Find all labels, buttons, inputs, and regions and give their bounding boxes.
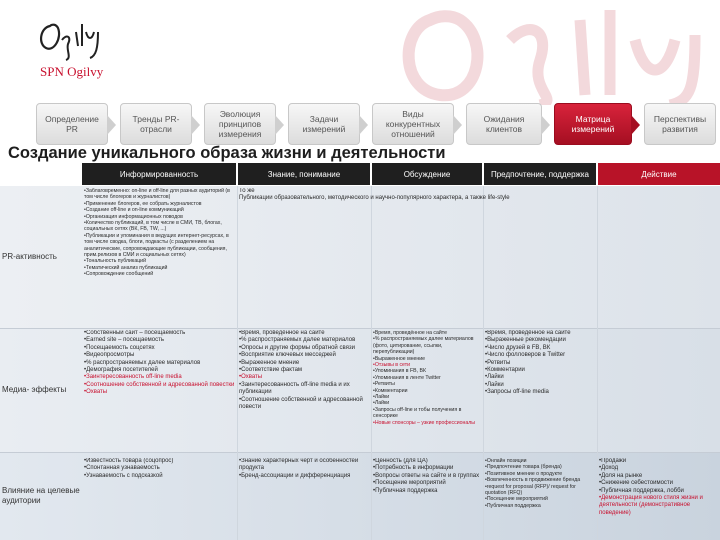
step-expectations[interactable]: Ожидания клиентов [466,103,542,145]
cell-line: •Доля на рынке [599,472,643,479]
cell-line: •% распространяемых далее материалов (фото, цитирование, ссылки, перепубликации) [373,336,474,356]
ogilvy-watermark [390,0,720,105]
cell-line: •Комментарии [373,387,408,394]
cell-media-knowledge [239,330,370,450]
cell-line: •Число друзей в FB, ВК [485,344,551,351]
step-trends[interactable]: Тренды PR-отрасли [120,103,192,145]
cell-line: Публикации образовательного, методического и научно-популярного характера, а также life-style [239,195,510,202]
column-header-preference: Предпочтение, поддержка [484,163,596,185]
cell-audience-discussion [373,458,482,538]
column-header-action: Действие [598,163,720,185]
cell-pr-knowledge-span [239,188,595,218]
cell-line: •Упоминания в ленте Twitter [373,374,441,381]
row-label-audience-impact: Влияние на целевые аудитории [2,486,80,505]
column-header-knowledge: Знание, понимание [238,163,370,185]
cell-line: •Лайки [485,374,504,381]
cell-line: •Публичная поддержка [373,487,438,494]
cell-line: •Посещение мероприятий [485,496,548,503]
step-prospects[interactable]: Перспективы развития [644,103,716,145]
cell-line: •Восприятие ключевых месседжей [239,352,336,359]
cell-line: •Публичная поддержка [485,502,541,509]
cell-line: •Спонтанная узнаваемость [84,465,160,472]
cell-line: •Посещение мероприятий [373,480,446,487]
cell-line: •Число фолловеров в Twitter [485,352,566,359]
cell-line: •Запросы off-line media [485,389,549,396]
cell-line: •% распространяемых далее материалов [239,337,356,344]
step-arrow-icon [453,115,462,135]
cell-line: •Новые спонсоры – узкие профессионалы [373,419,476,426]
step-matrix[interactable]: Матрица измерений [554,103,632,145]
ogilvy-logo [36,18,116,62]
cell-line: •Лайки [373,400,390,407]
header-logo-area [0,0,720,100]
step-arrow-icon [359,115,368,135]
cell-line: •Охваты [84,389,108,396]
cell-line: •Время, проведённое на сайте [485,330,571,336]
cell-line: •Знание характерных черт и особенностей продукта [239,458,359,472]
cell-line: •Комментарии [485,367,525,374]
step-arrow-icon [541,115,550,135]
cell-line: •Снижение себестоимости [599,480,674,487]
cell-line: •Ретвиты [485,359,511,366]
cell-line: •Охваты [239,374,263,381]
cell-audience-action [599,458,719,538]
column-divider [371,186,372,540]
step-tasks[interactable]: Задачи измерений [288,103,360,145]
cell-line: •Вовлеченность в продвижение бренда [485,477,581,484]
cell-audience-awareness [84,458,236,538]
cell-line: •Время, проведённое на сайте [373,330,447,336]
cell-line: •Заинтересованность off-line media [84,374,182,381]
cell-line: •Узнаваемость с подсказкой [84,472,163,479]
row-label-pr-activity: PR-активность [2,252,57,261]
cell-line: •Отзывы в сети [373,362,411,369]
cell-media-preference [485,330,596,450]
cell-line: •Ретвиты [373,381,395,388]
cell-line: •Публичная поддержка, лобби [599,487,684,494]
column-divider [597,186,598,540]
cell-line: •Публикации и упоминания в ведущих интернет-ресурсах, в том числе сводка, блоги, подкасты (с разделением на аналитические, сопровождающие публикации, сообщения, прим.релизов в СМИ и социальных сетях) [84,232,229,259]
cell-line: •% распространяемых далее материалов [84,359,201,366]
cell-line: •Запросы off-line и тобы получения в сенсорике [373,406,462,420]
cell-line: То же [239,188,255,194]
step-arrow-icon [107,115,116,135]
cell-line: •Применение блогеров, ее собрать журналистов [84,200,202,207]
cell-audience-preference [485,458,596,538]
cell-audience-knowledge [239,458,370,538]
cell-line: •Позитивное мнение о продукте [485,470,563,477]
step-arrow-icon [191,115,200,135]
column-header-awareness: Информированность [82,163,236,185]
cell-line: •Лайки [373,394,390,401]
cell-line: •Собственный сайт – посещаемость [84,330,186,336]
column-header-discussion: Обсуждение [372,163,482,185]
cell-line: •Сопровождение сообщений [84,271,154,278]
cell-line: •Известность товара (соцопрос) [84,458,174,464]
cell-line: •Соотношение собственной и адресованной повестки [84,381,235,388]
cell-line: •Предпочтение товара (бренда) [485,464,562,471]
step-definition[interactable]: Определение PR [36,103,108,145]
cell-line: •Выраженное мнение [239,359,300,366]
cell-line: •Посещаемость соцсетях [84,344,155,351]
cell-line: •Бренд-ассоциации и дифференциация [239,472,351,479]
cell-line: •Выраженное мнение [373,355,426,362]
cell-line: •Заинтересованность off-line media и их публикации [239,381,350,396]
cell-line: •Earned site – посещаемость [84,337,164,344]
step-evolution[interactable]: Эволюция принципов измерения [204,103,276,145]
cell-line: •Ценность (для ЦА) [373,458,428,464]
cell-line: •Тематический анализ публикаций [84,264,168,271]
cell-line: •Демография посетителей [84,367,158,374]
cell-line: •Лайки [485,381,504,388]
page-title: Создание уникального образа жизни и деятельности [8,144,446,162]
step-competition[interactable]: Виды конкурентных отношений [372,103,454,145]
cell-media-awareness [84,330,236,450]
cell-line: •Соответствие фактам [239,367,303,374]
cell-line: •Выраженные рекомендации [485,337,566,344]
cell-line: •Создание off-line и on-line коммуникаций [84,207,184,214]
cell-line: •Онлайн позиции [485,458,527,464]
cell-line: •Время, проведённое на сайте [239,330,325,336]
cell-line: •Доход [599,465,619,472]
process-steps [36,103,716,147]
step-arrow-icon [631,115,640,135]
row-label-media-effects: Медиа- эффекты [2,385,67,394]
cell-line: •Видеопросмотры [84,352,135,359]
cell-line: •Соотношение собственной и адресованной повести [239,396,363,411]
cell-line: •request for proposal (RFP)/ request for quotation (RFQ) [485,483,576,497]
cell-line: •Организация информационных поводов [84,213,183,220]
cell-line: •Потребность в информации [373,465,454,472]
cell-line: •Опросы и другие формы обратной связи [239,344,355,351]
cell-pr-awareness [84,188,236,326]
step-arrow-icon [275,115,284,135]
column-divider [483,186,484,540]
cell-line: •Заблаговременно: on-line и off-line для разных аудиторий (в том числе блогеров и журналистов) [84,188,230,201]
cell-media-discussion [373,330,482,450]
brand-name: SPN Ogilvy [40,64,104,79]
cell-line: •Тональность публикаций [84,258,146,265]
cell-line: •Продажи [599,458,627,464]
cell-line: •Упоминания в FB, ВК [373,368,426,375]
row-divider [0,452,720,453]
column-divider [237,186,238,540]
cell-line: •Демонстрация нового стиля жизни и деятельности (демонстративное поведение) [599,495,703,516]
row-divider [0,328,720,329]
cell-line: •Количество публикаций, в том числе в СМИ, ТВ, блогах, социальных сетях (ВК, FB, TW, ...) [84,220,222,233]
cell-line: •Вопросы ответы на сайте и в группах [373,472,480,479]
